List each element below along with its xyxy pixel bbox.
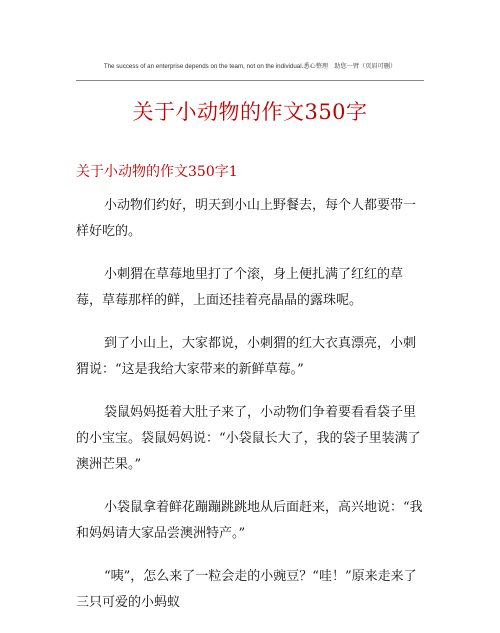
body-text xyxy=(76,193,424,633)
document-title: 关于小动物的作文350字 xyxy=(132,100,368,124)
section-title: 关于小动物的作文350字1 xyxy=(76,164,238,180)
paragraph: 小袋鼠拿着鲜花蹦蹦跳跳地从后面赶来，高兴地说：“我和妈妈请大家品尝澳洲特产。” xyxy=(76,500,423,541)
paragraph: 到了小山上，大家都说，小刺猬的红大衣真漂亮，小刺猬说：“这是我给大家带来的新鲜草莓。” xyxy=(76,336,417,377)
paragraph: 小动物们约好，明天到小山上野餐去，每个人都要带一样好吃的。 xyxy=(76,198,417,239)
paragraph: “咦”，怎么来了一粒会走的小豌豆？“哇！”原来走来了三只可爱的小蚂蚁 xyxy=(76,569,417,610)
paragraph: 小刺猬在草莓地里打了个滚，身上便扎满了红红的草莓，草莓那样的鲜，上面还挂着亮晶晶的露珠呢。 xyxy=(76,267,404,308)
header-divider xyxy=(76,80,424,81)
page-header: The success of an enterprise depends on the team, not on the individual.悉心整理 助您一臂（页眉可删） xyxy=(103,63,397,70)
paragraph: 袋鼠妈妈挺着大肚子来了，小动物们争着要看看袋子里的小宝宝。袋鼠妈妈说：“小袋鼠长大了，我的袋子里装满了澳洲芒果。” xyxy=(76,405,421,472)
